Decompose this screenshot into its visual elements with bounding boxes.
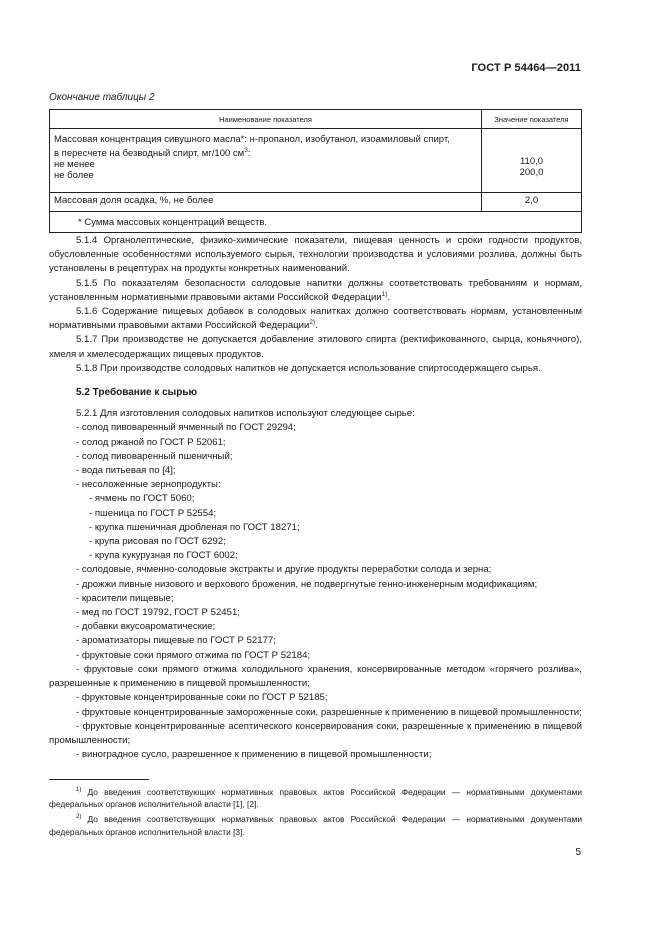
paragraph-5-1-8: 5.1.8 При производстве солодовых напитков не допускается использование спиртосодержащего сырья. bbox=[76, 362, 541, 374]
paragraph-5-2-1: 5.2.1 Для изготовления солодовых напитков используют следующее сырье: bbox=[76, 408, 415, 420]
footnote-mark: 2) bbox=[76, 814, 82, 821]
table-cell-name bbox=[50, 129, 482, 193]
sub-list-item: - пшеница по ГОСТ Р 52554; bbox=[89, 507, 217, 519]
list-item: - солод ржаной по ГОСТ Р 52061; bbox=[76, 436, 226, 448]
column-header-value: Значение показателя bbox=[482, 110, 582, 129]
footnote: $^{1)}$ До введения соответствующих нормативных правовых актов Российской Федерации — нормативными документами федеральных органов исполнительной власти [1], [2]. bbox=[49, 787, 582, 810]
list-item: - мед по ГОСТ 19792, ГОСТ Р 52451; bbox=[76, 607, 240, 619]
indicators-table bbox=[49, 109, 582, 233]
table-row bbox=[50, 129, 582, 193]
list-item: - фруктовые соки прямого отжима по ГОСТ Р 52184; bbox=[76, 649, 311, 661]
list-item: - фруктовые концентрированные асептического консервирования соки, разрешенные к применению в пищевой промышленности; bbox=[49, 720, 582, 746]
table-cell-name: Массовая доля осадка, %, не более bbox=[50, 193, 482, 212]
footnote: $^{2)}$ До введения соответствующих нормативных правовых актов Российской Федерации — нормативными документами федеральных органов исполнительной власти [3]. bbox=[49, 814, 582, 837]
list-item: - фруктовые концентрированные замороженные соки, разрешенные к применению в пищевой промышленности; bbox=[76, 706, 582, 718]
paragraph-5-1-7: 5.1.7 При производстве не допускается добавление этилового спирта (ректификованного, сырца, коньячного), хмеля и хмелесодержащих пищевых продуктов. bbox=[49, 334, 582, 360]
table-note-row bbox=[50, 212, 582, 233]
list-item: - фруктовые соки прямого отжима холодильного хранения, консервированные методом «горячего розлива», разрешенные к применению в пищевой промышленности; bbox=[49, 663, 582, 690]
table-note: * Сумма массовых концентраций веществ. bbox=[50, 212, 582, 233]
list-item: - красители пищевые; bbox=[76, 592, 174, 604]
list-item: - добавки вкусоароматические; bbox=[76, 621, 216, 633]
min-label: не менее bbox=[54, 159, 95, 171]
list-item: - солод пивоваренный ячменный по ГОСТ 29294; bbox=[76, 422, 296, 434]
list-item: - солод пивоваренный пшеничный; bbox=[76, 450, 233, 462]
page-number: 5 bbox=[575, 847, 581, 858]
footnote-divider bbox=[49, 779, 149, 780]
footnote-mark: 1) bbox=[76, 787, 82, 794]
table-header-row bbox=[50, 110, 582, 129]
max-value: 200,0 bbox=[519, 167, 544, 178]
footnote-ref: 1) bbox=[381, 290, 388, 298]
table-caption: Окончание таблицы 2 bbox=[49, 92, 155, 103]
raw-materials-list bbox=[49, 407, 582, 762]
paragraph-5-1-4: 5.1.4 Органолептические, физико-химические показатели, пищевая ценность и сроки годности продуктов, обусловленные особенностями используемого сырья, технологии производства и условиями розлива, должны быть установлены в рецептурах на продукты конкретных наименований. bbox=[49, 235, 582, 275]
max-label: не более bbox=[54, 170, 94, 182]
min-value: 110,0 bbox=[519, 156, 544, 167]
paragraph-5-1-6: 5.1.6 Содержание пищевых добавок в солодовых напитках должно соответствовать нормам, установленным нормативными правовыми актами Российской Федерации$^{2)}$. bbox=[49, 306, 582, 332]
list-item: - несоложенные зернопродукты: bbox=[76, 479, 221, 491]
table-cell-value: 2,0 bbox=[482, 193, 582, 212]
list-item: - виноградное сусло, разрешенное к применению в пищевой промышленности; bbox=[76, 749, 432, 761]
paragraph-5-1-5: 5.1.5 По показателям безопасности солодовые напитки должны соответствовать требованиям и нормам, установленным нормативными правовыми актами Российской Федерации$^{1)}$. bbox=[49, 277, 582, 303]
sub-list-item: - крупа кукурузная по ГОСТ 6002; bbox=[89, 550, 238, 562]
list-item: - солодовые, ячменно-солодовые экстракты и другие продукты переработки солода и зерна; bbox=[76, 564, 492, 576]
section-title: 5.2 Требование к сырью bbox=[76, 387, 198, 399]
body-text bbox=[49, 234, 582, 762]
table-cell-value bbox=[482, 129, 582, 193]
fusel-oil-label-line2: в пересчете на безводный спирт, мг/100 $см^3$: bbox=[54, 147, 251, 160]
sub-list-item: - крупа рисовая по ГОСТ 6292; bbox=[89, 536, 226, 548]
footnotes bbox=[49, 786, 582, 841]
fusel-oil-label-line1: Массовая концентрация сивушного масла*: н-пропанол, изобутанол, изоамиловый спирт, bbox=[54, 134, 450, 145]
column-header-name: Наименование показателя bbox=[50, 110, 482, 129]
sub-list-item: - ячмень по ГОСТ 5060; bbox=[89, 493, 195, 505]
list-item: - вода питьевая по [4]; bbox=[76, 465, 176, 477]
list-item: - дрожжи пивные низового и верхового брожения, не подвергнутые генно-инженерным модификациям; bbox=[76, 578, 538, 590]
list-item: - ароматизаторы пищевые по ГОСТ Р 52177; bbox=[76, 635, 276, 647]
document-code: ГОСТ Р 54464—2011 bbox=[471, 62, 581, 74]
list-item: - фруктовые концентрированные соки по ГОСТ Р 52185; bbox=[76, 692, 328, 704]
sub-list-item: - крупка пшеничная дробленая по ГОСТ 18271; bbox=[89, 521, 300, 533]
footnote-ref: 2) bbox=[309, 319, 316, 327]
table-row bbox=[50, 193, 582, 212]
